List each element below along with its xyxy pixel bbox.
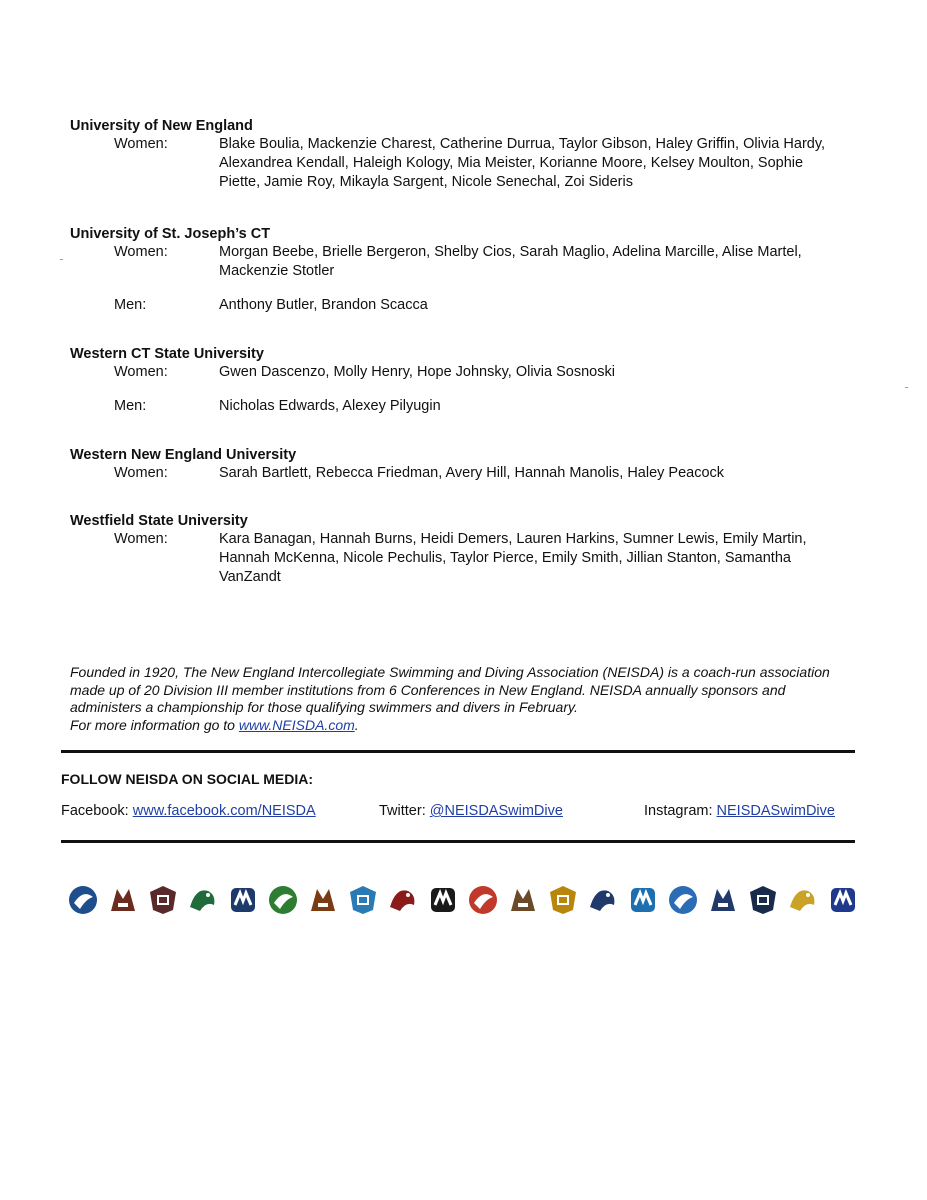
member-logos-row: [66, 880, 860, 920]
roster-names: Anthony Butler, Brandon Scacca: [219, 297, 428, 313]
r-letter-icon: [466, 883, 500, 917]
divider: [61, 840, 855, 843]
facebook-link[interactable]: www.facebook.com/NEISDA: [132, 803, 316, 819]
school-name: Western CT State University: [70, 346, 264, 362]
w-letter-icon: [826, 883, 860, 917]
une-shark-icon: [666, 883, 700, 917]
school-section: [70, 225, 870, 315]
twitter-link[interactable]: @NEISDASwimDive: [429, 803, 563, 819]
bulldog-icon: [106, 883, 140, 917]
roster-label: Women:: [114, 244, 168, 260]
divider: [61, 750, 855, 753]
roster-names: Morgan Beebe, Brielle Bergeron, Shelby Cios, Sarah Maglio, Adelina Marcille, Alise Martel, Mackenzie Stotler: [219, 244, 802, 279]
more-info-prefix: For more information go to: [70, 716, 239, 733]
facebook-entry: [61, 803, 316, 819]
roster-names: Gwen Dascenzo, Molly Henry, Hope Johnsky, Olivia Sosnoski: [219, 364, 615, 380]
scan-mark: [905, 387, 908, 388]
roster-label: Women:: [114, 364, 168, 380]
bc-letters-icon: [386, 883, 420, 917]
roster-label: Women:: [114, 136, 168, 152]
pirate-icon: [746, 883, 780, 917]
roster-names: Sarah Bartlett, Rebecca Friedman, Avery Hill, Hannah Manolis, Haley Peacock: [219, 465, 725, 481]
instagram-label: Instagram:: [644, 803, 717, 819]
beaver-icon: [306, 883, 340, 917]
social-heading: FOLLOW NEISDA ON SOCIAL MEDIA:: [61, 771, 313, 787]
anchor-icon: [346, 883, 380, 917]
roster-row: [114, 135, 870, 192]
golden-bear-icon: [706, 883, 740, 917]
neisda-website-link[interactable]: www.NEISDA.com: [238, 716, 355, 733]
roster-row: [114, 243, 870, 281]
instagram-link[interactable]: NEISDASwimDive: [716, 803, 835, 819]
hawk-icon: [546, 883, 580, 917]
roster-row: [114, 363, 870, 382]
school-section: [70, 512, 870, 587]
roster-label: Men:: [114, 398, 147, 414]
roster-row: [114, 397, 870, 416]
roster-names: Nicholas Edwards, Alexey Pilyugin: [219, 398, 441, 414]
ec-letters-icon: [186, 883, 220, 917]
roster-label: Women:: [114, 465, 168, 481]
roster-label: Men:: [114, 297, 147, 313]
crest-icon: [146, 883, 180, 917]
school-section: [70, 345, 870, 416]
more-info-suffix: .: [354, 716, 359, 733]
roster-row: [114, 296, 870, 315]
roster-row: [114, 464, 870, 483]
roster-row: [114, 530, 870, 587]
school-section: [70, 446, 870, 483]
school-name: University of St. Joseph’s CT: [70, 226, 271, 242]
roster-names: Kara Banagan, Hannah Burns, Heidi Demers, Lauren Harkins, Sumner Lewis, Emily Martin, Hannah McKenna, Nicole Pechulis, Taylor Pierce, Emily Smith, Jillian Stanton, Samantha VanZandt: [219, 531, 807, 585]
knight-icon: [226, 883, 260, 917]
ram-icon: [426, 883, 460, 917]
mascot-banner-icon: [506, 883, 540, 917]
twitter-label: Twitter:: [379, 803, 430, 819]
twitter-entry: [379, 803, 563, 819]
roster-label: Women:: [114, 531, 168, 547]
school-name: University of New England: [70, 118, 253, 134]
instagram-entry: [644, 803, 835, 819]
fish-icon: [626, 883, 660, 917]
scan-mark: [60, 259, 63, 260]
roster-names: Blake Boulia, Mackenzie Charest, Catherine Durrua, Taylor Gibson, Haley Griffin, Olivia Hardy, Alexandrea Kendall, Haleigh Kology, Mia Meister, Korianne Moore, Kelsey Moulton, Sophie Piette, Jamie Roy, Mikayla Sargent, Nicole Senechal, Zoi Sideris: [219, 136, 826, 190]
eagle-icon: [66, 883, 100, 917]
school-name: Westfield State University: [70, 513, 248, 529]
about-text: Founded in 1920, The New England Intercollegiate Swimming and Diving Association (NEISDA) is a coach-run association made up of 20 Division III member institutions from 6 Conferences in New England. NEISDA annually sponsors and administers a championship for those qualifying swimmers and divers in February.: [70, 664, 830, 715]
school-section: [70, 117, 870, 192]
about-neisda-paragraph: [70, 664, 850, 734]
h-letter-icon: [266, 883, 300, 917]
facebook-label: Facebook:: [61, 803, 133, 819]
seal-icon: [786, 883, 820, 917]
school-name: Western New England University: [70, 447, 297, 463]
moose-icon: [586, 883, 620, 917]
